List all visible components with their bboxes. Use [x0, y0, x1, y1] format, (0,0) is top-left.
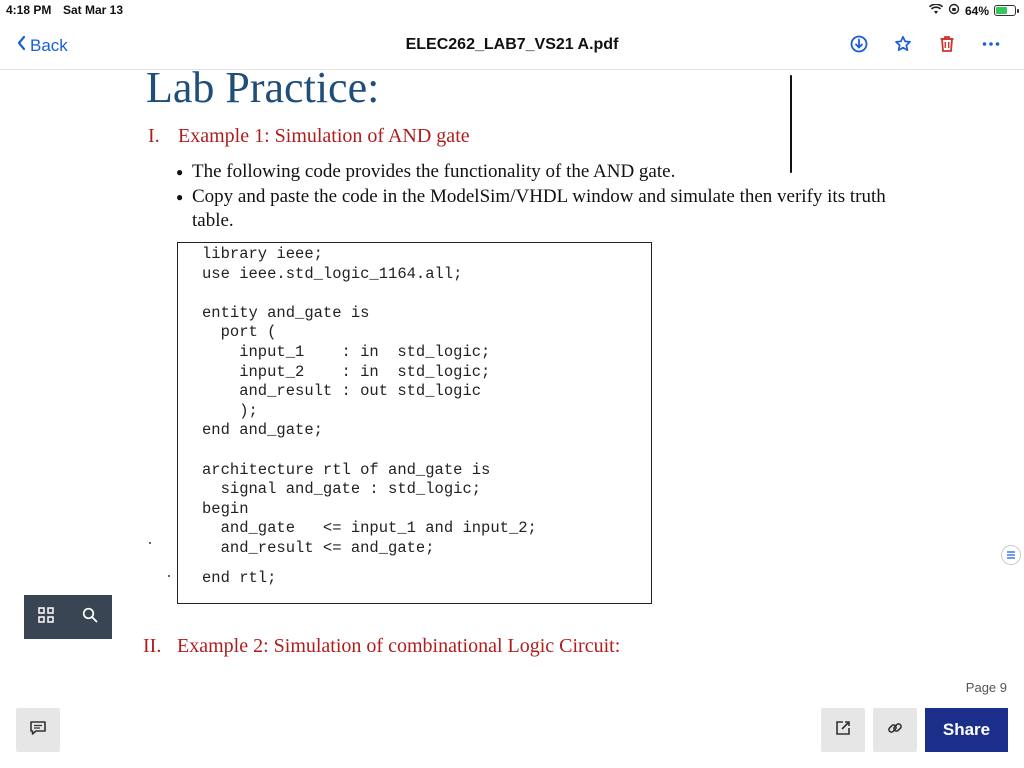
list-item: ● Copy and paste the code in the ModelSim/VHDL window and simulate then verify its truth table.	[176, 185, 916, 233]
stray-mark	[149, 542, 151, 544]
open-external-icon	[835, 720, 851, 741]
floating-toolbar	[24, 595, 112, 639]
orientation-lock-icon	[948, 3, 960, 18]
section-title: Example 1: Simulation of AND gate	[178, 125, 470, 147]
section-heading-1	[148, 125, 470, 148]
code-line: architecture rtl of and_gate is	[202, 460, 491, 479]
share-button[interactable]: Share	[925, 708, 1008, 752]
page-number-label: Page 9	[965, 680, 1007, 695]
open-in-button[interactable]	[821, 708, 865, 752]
section-heading-2	[143, 635, 620, 658]
code-line: library ieee;	[202, 245, 323, 263]
code-line: input_1 : in std_logic;	[202, 342, 491, 361]
document-title: ELEC262_LAB7_VS21 A.pdf	[405, 36, 619, 53]
code-line: use ieee.std_logic_1164.all;	[202, 264, 463, 283]
star-icon[interactable]	[892, 33, 914, 55]
battery-percent: 64%	[964, 3, 989, 18]
code-line: );	[202, 401, 258, 420]
search-icon[interactable]	[82, 607, 98, 628]
ellipsis-icon[interactable]	[980, 33, 1002, 55]
code-line: signal and_gate : std_logic;	[202, 480, 482, 499]
outline-handle[interactable]	[1001, 545, 1021, 565]
battery-icon	[994, 5, 1016, 16]
code-line	[202, 559, 651, 569]
code-line: and_result : out std_logic	[202, 382, 482, 401]
grid-icon[interactable]	[38, 607, 54, 628]
code-line: entity and_gate is	[202, 303, 370, 322]
code-line	[202, 284, 651, 304]
status-date: Sat Mar 13	[63, 3, 124, 17]
code-line: end rtl;	[202, 568, 277, 587]
code-line: and_gate <= input_1 and input_2;	[202, 519, 537, 538]
code-line: end and_gate;	[202, 421, 323, 440]
code-line	[202, 441, 651, 461]
section-number: I.	[148, 125, 160, 147]
download-icon[interactable]	[848, 33, 870, 55]
copy-link-button[interactable]	[873, 708, 917, 752]
link-icon	[887, 720, 903, 741]
comment-icon	[29, 720, 47, 741]
list-icon	[1006, 546, 1016, 564]
back-label: Back	[30, 35, 68, 55]
ink-annotation-stroke	[790, 75, 792, 173]
code-line: and_result <= and_gate;	[202, 538, 435, 557]
trash-icon[interactable]	[936, 33, 958, 55]
code-line: port (	[202, 323, 277, 342]
code-line: input_2 : in std_logic;	[202, 362, 491, 381]
bullet-list	[176, 160, 916, 234]
code-line: begin	[202, 499, 249, 518]
section-number: II.	[143, 635, 162, 657]
lab-heading: Lab Practice:	[146, 63, 380, 112]
nav-actions	[848, 33, 1002, 55]
code-block	[177, 242, 652, 604]
document-page	[0, 63, 1024, 670]
comment-button[interactable]	[16, 708, 60, 752]
wifi-icon	[929, 4, 943, 18]
status-time: 4:18 PM	[6, 3, 52, 17]
status-bar	[0, 0, 1024, 20]
stray-mark	[168, 575, 170, 577]
status-indicators	[929, 3, 1016, 18]
section-title: Example 2: Simulation of combinational Logic Circuit:	[177, 635, 621, 657]
list-item: ● The following code provides the functionality of the AND gate.	[176, 160, 916, 184]
